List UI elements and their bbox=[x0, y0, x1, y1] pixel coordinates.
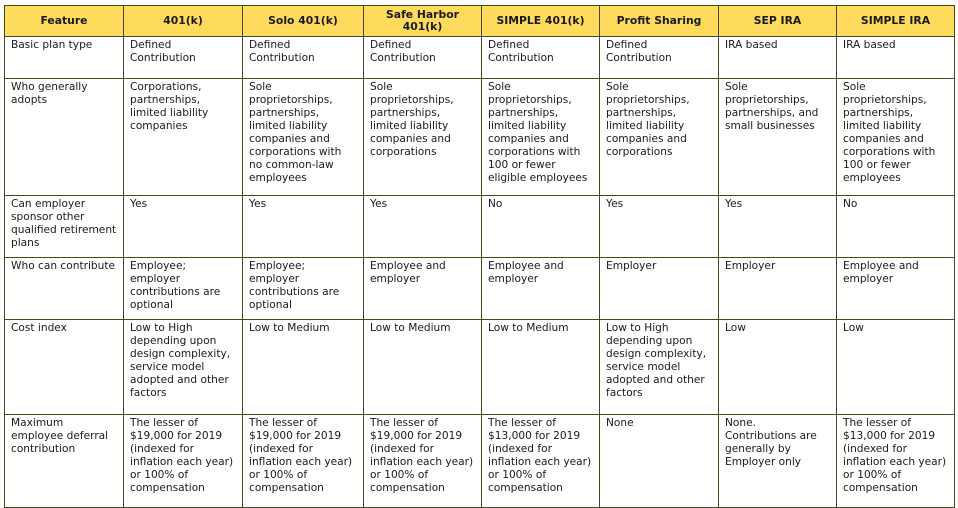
table-row bbox=[5, 37, 955, 79]
feature-cell: Cost index bbox=[5, 320, 124, 415]
column-header-safe-harbor-401k: Safe Harbor 401(k) bbox=[364, 6, 482, 37]
table-cell: Employee; employer contributions are optional bbox=[124, 258, 243, 320]
table-cell: Yes bbox=[243, 196, 364, 258]
table-cell: Employer bbox=[719, 258, 837, 320]
table-cell: Defined Contribution bbox=[364, 37, 482, 79]
feature-cell: Who can contribute bbox=[5, 258, 124, 320]
table-cell: Defined Contribution bbox=[600, 37, 719, 79]
table-row bbox=[5, 79, 955, 196]
table-cell: Employee and employer bbox=[482, 258, 600, 320]
table-cell: No bbox=[482, 196, 600, 258]
header-row bbox=[5, 6, 955, 37]
table-cell: Yes bbox=[124, 196, 243, 258]
table-cell: Sole proprietorships, partnerships, limited liability companies and corporations bbox=[600, 79, 719, 196]
table-cell: Low to Medium bbox=[243, 320, 364, 415]
table-cell: Low to High depending upon design complexity, service model adopted and other factors bbox=[124, 320, 243, 415]
feature-cell: Can employer sponsor other qualified retirement plans bbox=[5, 196, 124, 258]
table-row bbox=[5, 196, 955, 258]
column-header-401k: 401(k) bbox=[124, 6, 243, 37]
table-cell: Corporations, partnerships, limited liability companies bbox=[124, 79, 243, 196]
table-cell: Yes bbox=[600, 196, 719, 258]
table-cell: Defined Contribution bbox=[243, 37, 364, 79]
table-cell: The lesser of $13,000 for 2019 (indexed for inflation each year) or 100% of compensation bbox=[482, 415, 600, 508]
table-cell: Low to High depending upon design complexity, service model adopted and other factors bbox=[600, 320, 719, 415]
table-cell: No bbox=[837, 196, 955, 258]
table-cell: Sole proprietorships, partnerships, limited liability companies and corporations with 100 or fewer employees bbox=[837, 79, 955, 196]
table-cell: Low bbox=[719, 320, 837, 415]
column-header-solo-401k: Solo 401(k) bbox=[243, 6, 364, 37]
column-header-sep-ira: SEP IRA bbox=[719, 6, 837, 37]
table-cell: The lesser of $13,000 for 2019 (indexed for inflation each year) or 100% of compensation bbox=[837, 415, 955, 508]
table-cell: Employer bbox=[600, 258, 719, 320]
table-cell: Defined Contribution bbox=[482, 37, 600, 79]
table-cell: Yes bbox=[719, 196, 837, 258]
table-cell: None. Contributions are generally by Employer only bbox=[719, 415, 837, 508]
table-cell: Employee; employer contributions are optional bbox=[243, 258, 364, 320]
column-header-simple-ira: SIMPLE IRA bbox=[837, 6, 955, 37]
feature-cell: Who generally adopts bbox=[5, 79, 124, 196]
table-cell: Sole proprietorships, partnerships, limited liability companies and corporations bbox=[364, 79, 482, 196]
table-cell: Employee and employer bbox=[364, 258, 482, 320]
table-cell: Low to Medium bbox=[364, 320, 482, 415]
table-cell: None bbox=[600, 415, 719, 508]
table-row bbox=[5, 258, 955, 320]
table-cell: Sole proprietorships, partnerships, and small businesses bbox=[719, 79, 837, 196]
table-cell: The lesser of $19,000 for 2019 (indexed for inflation each year) or 100% of compensation bbox=[364, 415, 482, 508]
table-cell: IRA based bbox=[837, 37, 955, 79]
table-cell: The lesser of $19,000 for 2019 (indexed for inflation each year) or 100% of compensation bbox=[243, 415, 364, 508]
column-header-simple-401k: SIMPLE 401(k) bbox=[482, 6, 600, 37]
table-row bbox=[5, 320, 955, 415]
table-cell: Sole proprietorships, partnerships, limited liability companies and corporations with 100 or fewer eligible employees bbox=[482, 79, 600, 196]
table-row bbox=[5, 415, 955, 508]
comparison-table-wrapper bbox=[4, 5, 954, 508]
feature-cell: Basic plan type bbox=[5, 37, 124, 79]
table-cell: Low bbox=[837, 320, 955, 415]
table-cell: The lesser of $19,000 for 2019 (indexed for inflation each year) or 100% of compensation bbox=[124, 415, 243, 508]
column-header-feature: Feature bbox=[5, 6, 124, 37]
table-cell: Defined Contribution bbox=[124, 37, 243, 79]
column-header-profit-sharing: Profit Sharing bbox=[600, 6, 719, 37]
feature-cell: Maximum employee deferral contribution bbox=[5, 415, 124, 508]
table-cell: Sole proprietorships, partnerships, limited liability companies and corporations with no common-law employees bbox=[243, 79, 364, 196]
table-cell: Employee and employer bbox=[837, 258, 955, 320]
retirement-plan-comparison-table bbox=[4, 5, 955, 508]
table-cell: Yes bbox=[364, 196, 482, 258]
table-cell: Low to Medium bbox=[482, 320, 600, 415]
table-cell: IRA based bbox=[719, 37, 837, 79]
